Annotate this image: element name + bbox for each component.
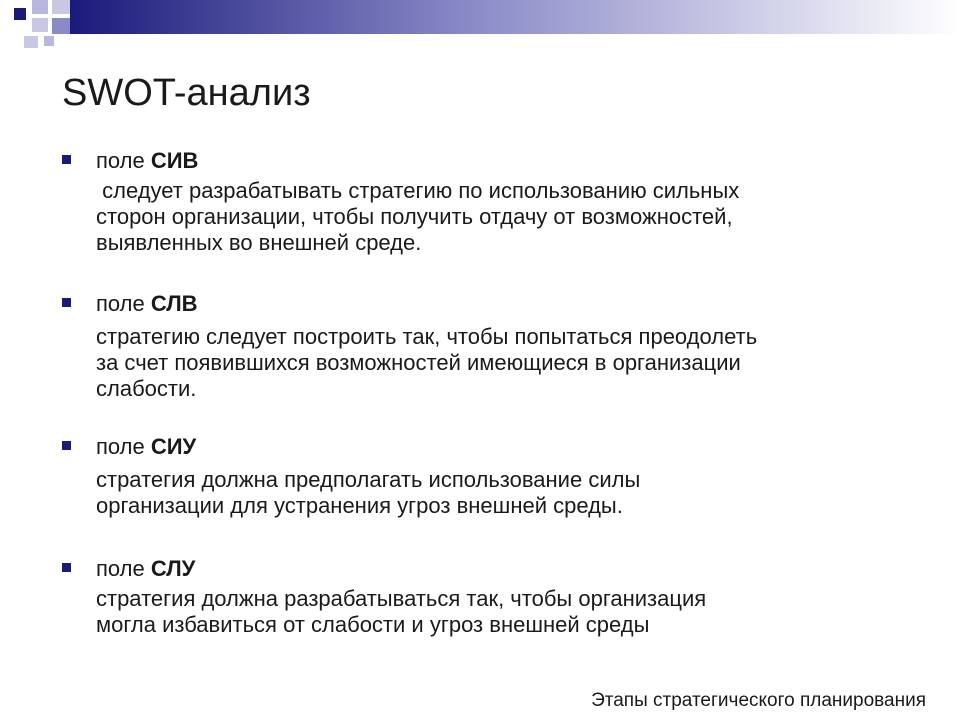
item-line: слабости. xyxy=(96,376,197,401)
bullet-square-icon xyxy=(62,155,71,164)
item-prefix: поле xyxy=(96,434,151,459)
item-code: СИУ xyxy=(150,434,197,459)
item-line: организации для устранения угроз внешней среды. xyxy=(96,493,623,518)
item-line: сторон организации, чтобы получить отдачу от возможностей, xyxy=(96,204,733,229)
item-heading xyxy=(96,291,198,317)
header-decoration xyxy=(0,0,960,50)
item-line: стратегию следует построить так, чтобы попытаться преодолеть xyxy=(96,324,758,349)
bullet-square-icon xyxy=(62,441,71,450)
bullet-square-icon xyxy=(62,298,71,307)
item-line: могла избавиться от слабости и угроз внешней среды xyxy=(96,612,650,637)
item-prefix: поле xyxy=(96,291,151,316)
item-description xyxy=(96,178,916,256)
item-heading xyxy=(96,148,198,174)
item-line: следует разрабатывать стратегию по использованию сильных xyxy=(96,178,740,203)
item-description xyxy=(96,586,916,638)
item-heading xyxy=(96,434,196,460)
item-prefix: поле xyxy=(96,148,151,173)
slide-title: SWOT-анализ xyxy=(62,72,311,114)
item-code: СЛУ xyxy=(150,556,196,581)
item-line: за счет появившихся возможностей имеющиеся в организации xyxy=(96,350,741,375)
item-code: СИВ xyxy=(150,148,199,173)
item-line: стратегия должна разрабатываться так, чтобы организация xyxy=(96,586,707,611)
item-description xyxy=(96,467,916,519)
item-description xyxy=(96,324,916,402)
header-decoration-graphic xyxy=(0,0,960,50)
bullet-square-icon xyxy=(62,563,71,572)
item-heading xyxy=(96,556,195,582)
item-prefix: поле xyxy=(96,556,151,581)
item-line: выявленных во внешней среде. xyxy=(96,230,422,255)
slide-footer: Этапы стратегического планирования xyxy=(591,690,926,711)
item-line: стратегия должна предполагать использование силы xyxy=(96,467,641,492)
item-code: СЛВ xyxy=(150,291,198,316)
